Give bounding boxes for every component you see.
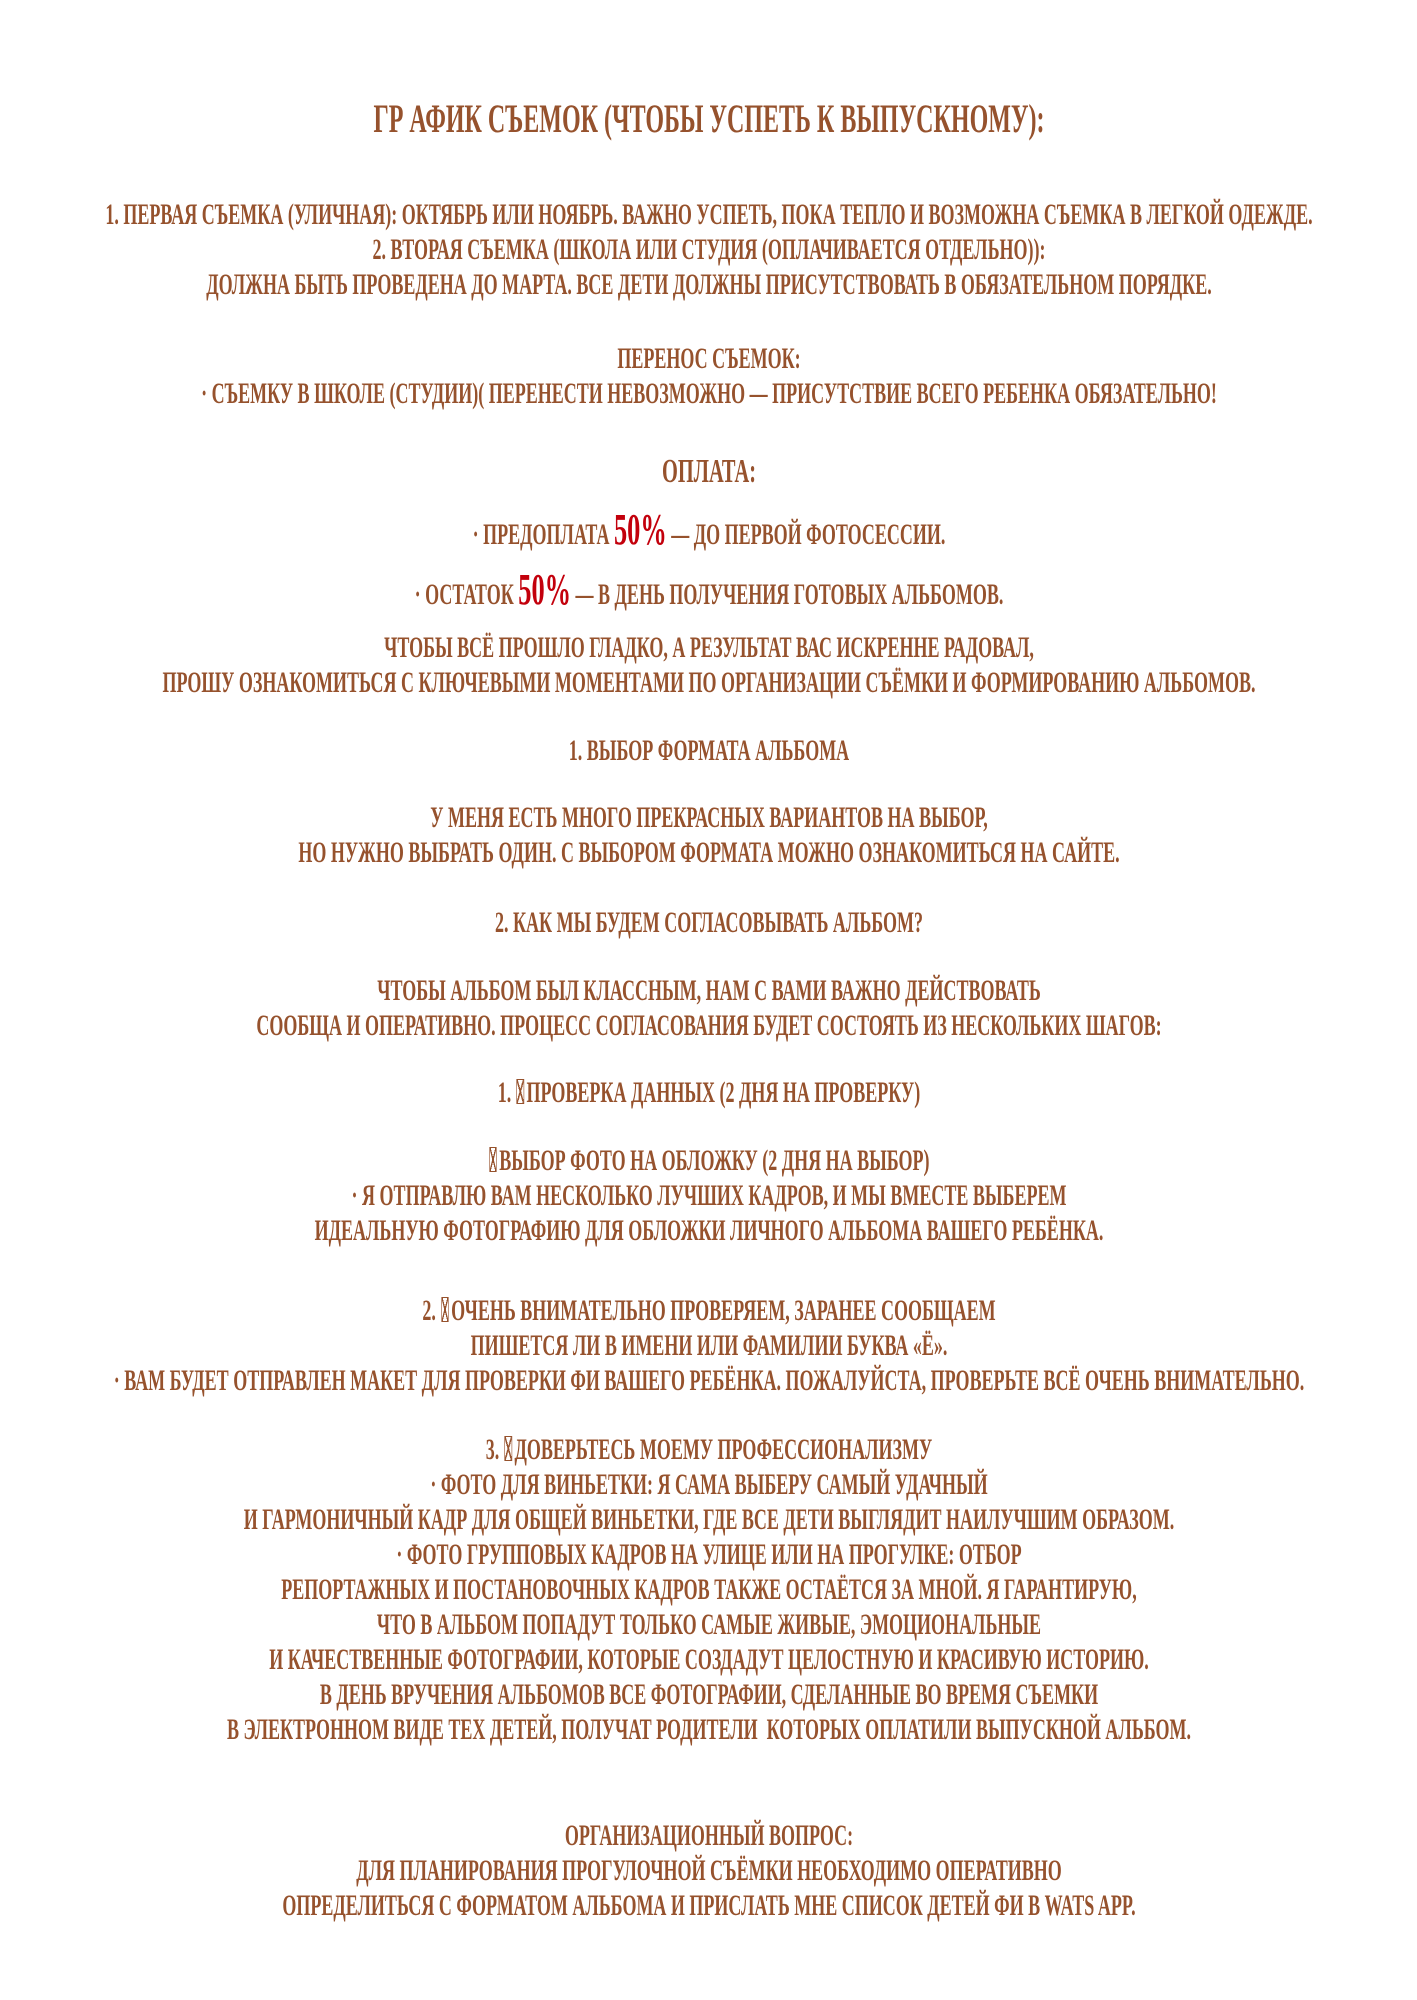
step3-line-2: И ГАРМОНИЧНЫЙ КАДР ДЛЯ ОБЩЕЙ ВИНЬЕТКИ, ГДЕ ВСЕ ДЕТИ ВЫГЛЯДИТ НАИЛУЧШИМ ОБРАЗОМ. — [243, 1503, 1175, 1536]
reschedule-paragraph — [0, 341, 1417, 411]
format-line-2: НО НУЖНО ВЫБРАТЬ ОДИН. С ВЫБОРОМ ФОРМАТА МОЖНО ОЗНАКОМИТЬСЯ НА САЙТЕ. — [298, 836, 1120, 869]
organizational-line-1: ДЛЯ ПЛАНИРОВАНИЯ ПРОГУЛОЧНОЙ СЪЁМКИ НЕОБХОДИМО ОПЕРАТИВНО — [356, 1854, 1062, 1887]
cover-choice-paragraph — [0, 1143, 1417, 1248]
step2-paragraph — [0, 1293, 1417, 1398]
shooting-schedule-paragraph — [0, 197, 1417, 302]
step1-text: ПРОВЕРКА ДАННЫХ (2 ДНЯ НА ПРОВЕРКУ) — [526, 1076, 921, 1109]
prepayment-text-pre: · ПРЕДОПЛАТА — [472, 518, 614, 551]
schedule-line-1: 1. ПЕРВАЯ СЪЕМКА (УЛИЧНАЯ): ОКТЯБРЬ ИЛИ НОЯБРЬ. ВАЖНО УСПЕТЬ, ПОКА ТЕПЛО И ВОЗМОЖНА СЪЕМКА В ЛЕГКОЙ ОДЕЖДЕ. — [105, 198, 1313, 231]
step1-heading — [0, 1075, 1417, 1110]
step3-line-4: РЕПОРТАЖНЫХ И ПОСТАНОВОЧНЫХ КАДРОВ ТАКЖЕ ОСТАЁТСЯ ЗА МНОЙ. Я ГАРАНТИРУЮ, — [281, 1573, 1137, 1606]
prepayment-text-post: — ДО ПЕРВОЙ ФОТОСЕССИИ. — [666, 518, 946, 551]
step3-heading — [0, 1432, 1417, 1467]
step3-line-3: · ФОТО ГРУППОВЫХ КАДРОВ НА УЛИЦЕ ИЛИ НА ПРОГУЛКЕ: ОТБОР — [396, 1538, 1022, 1571]
approval-section-paragraph — [0, 973, 1417, 1043]
missing-glyph-box-icon — [489, 1147, 496, 1172]
organizational-heading: ОРГАНИЗАЦИОННЫЙ ВОПРОС: — [564, 1819, 854, 1852]
reschedule-heading: ПЕРЕНОС СЪЕМОК: — [617, 342, 801, 375]
format-line-1: У МЕНЯ ЕСТЬ МНОГО ПРЕКРАСНЫХ ВАРИАНТОВ НА ВЫБОР, — [430, 801, 988, 834]
intro-paragraph — [0, 630, 1417, 700]
cover-choice-line-1: · Я ОТПРАВЛЮ ВАМ НЕСКОЛЬКО ЛУЧШИХ КАДРОВ, И МЫ ВМЕСТЕ ВЫБЕРЕМ — [351, 1179, 1067, 1212]
step3-line-7: В ДЕНЬ ВРУЧЕНИЯ АЛЬБОМОВ ВСЕ ФОТОГРАФИИ, СДЕЛАННЫЕ ВО ВРЕМЯ СЪЕМКИ — [319, 1678, 1099, 1711]
missing-glyph-box-icon — [505, 1436, 512, 1461]
cover-choice-text: ВЫБОР ФОТО НА ОБЛОЖКУ (2 ДНЯ НА ВЫБОР) — [499, 1144, 930, 1177]
approval-section-heading: 2. КАК МЫ БУДЕМ СОГЛАСОВЫВАТЬ АЛЬБОМ? — [494, 906, 924, 939]
approval-line-2: СООБЩА И ОПЕРАТИВНО. ПРОЦЕСС СОГЛАСОВАНИЯ БУДЕТ СОСТОЯТЬ ИЗ НЕСКОЛЬКИХ ШАГОВ: — [256, 1009, 1162, 1042]
balance-line — [0, 565, 1417, 620]
step2-line-2: · ВАМ БУДЕТ ОТПРАВЛЕН МАКЕТ ДЛЯ ПРОВЕРКИ ФИ ВАШЕГО РЕБЁНКА. ПОЖАЛУЙСТА, ПРОВЕРЬТЕ ВСЁ ОЧЕНЬ ВНИМАТЕЛЬНО. — [113, 1364, 1305, 1397]
payment-heading: ОПЛАТА: — [662, 453, 756, 490]
missing-glyph-box-icon — [441, 1297, 448, 1322]
missing-glyph-box-icon — [517, 1079, 524, 1104]
step2-number: 2. — [422, 1294, 441, 1327]
format-section-heading: 1. ВЫБОР ФОРМАТА АЛЬБОМА — [568, 734, 850, 767]
step3-line-5: ЧТО В АЛЬБОМ ПОПАДУТ ТОЛЬКО САМЫЕ ЖИВЫЕ, ЭМОЦИОНАЛЬНЫЕ — [376, 1608, 1042, 1641]
cover-choice-line-2: ИДЕАЛЬНУЮ ФОТОГРАФИЮ ДЛЯ ОБЛОЖКИ ЛИЧНОГО АЛЬБОМА ВАШЕГО РЕБЁНКА. — [314, 1214, 1104, 1247]
step3-line-8: В ЭЛЕКТРОННОМ ВИДЕ ТЕХ ДЕТЕЙ, ПОЛУЧАТ РОДИТЕЛИ КОТОРЫХ ОПЛАТИЛИ ВЫПУСКНОЙ АЛЬБОМ. — [227, 1713, 1191, 1746]
step2-heading — [0, 1293, 1417, 1328]
prepayment-line — [0, 505, 1417, 560]
step2-line-1: ПИШЕТСЯ ЛИ В ИМЕНИ ИЛИ ФАМИЛИИ БУКВА «Ё». — [470, 1329, 948, 1362]
format-section-paragraph — [0, 800, 1417, 870]
balance-text-pre: · ОСТАТОК — [414, 578, 519, 611]
intro-line-1: ЧТОБЫ ВСЁ ПРОШЛО ГЛАДКО, А РЕЗУЛЬТАТ ВАС ИСКРЕННЕ РАДОВАЛ, — [384, 631, 1034, 664]
schedule-line-3: ДОЛЖНА БЫТЬ ПРОВЕДЕНА ДО МАРТА. ВСЕ ДЕТИ ДОЛЖНЫ ПРИСУТСТВОВАТЬ В ОБЯЗАТЕЛЬНОМ ПОРЯДКЕ. — [206, 268, 1212, 301]
step3-text: ДОВЕРЬТЕСЬ МОЕМУ ПРОФЕССИОНАЛИЗМУ — [514, 1433, 933, 1466]
organizational-paragraph — [0, 1818, 1417, 1923]
step1-number: 1. — [497, 1076, 516, 1109]
cover-choice-heading — [0, 1143, 1417, 1178]
reschedule-line: · СЪЕМКУ В ШКОЛЕ (СТУДИИ)( ПЕРЕНЕСТИ НЕВОЗМОЖНО — ПРИСУТСТВИЕ ВСЕГО РЕБЕНКА ОБЯЗАТЕЛЬНО! — [201, 377, 1217, 410]
step2-text: ОЧЕНЬ ВНИМАТЕЛЬНО ПРОВЕРЯЕМ, ЗАРАНЕЕ СООБЩАЕМ — [451, 1294, 996, 1327]
step3-paragraph — [0, 1432, 1417, 1747]
step3-line-1: · ФОТО ДЛЯ ВИНЬЕТКИ: Я САМА ВЫБЕРУ САМЫЙ УДАЧНЫЙ — [430, 1468, 988, 1501]
prepayment-percent: 50% — [613, 505, 667, 554]
organizational-line-2: ОПРЕДЕЛИТЬСЯ С ФОРМАТОМ АЛЬБОМА И ПРИСЛАТЬ МНЕ СПИСОК ДЕТЕЙ ФИ В WATS APP. — [282, 1889, 1136, 1922]
balance-text-post: — В ДЕНЬ ПОЛУЧЕНИЯ ГОТОВЫХ АЛЬБОМОВ. — [571, 578, 1004, 611]
balance-percent: 50% — [518, 565, 572, 614]
approval-line-1: ЧТОБЫ АЛЬБОМ БЫЛ КЛАССНЫМ, НАМ С ВАМИ ВАЖНО ДЕЙСТВОВАТЬ — [377, 974, 1041, 1007]
page-title: ГР АФИК СЪЕМОК (ЧТОБЫ УСПЕТЬ К ВЫПУСКНОМУ): — [373, 96, 1045, 141]
schedule-line-2: 2. ВТОРАЯ СЪЕМКА (ШКОЛА ИЛИ СТУДИЯ (ОПЛАЧИВАЕТСЯ ОТДЕЛЬНО)): — [372, 233, 1046, 266]
step3-number: 3. — [485, 1433, 504, 1466]
step3-line-6: И КАЧЕСТВЕННЫЕ ФОТОГРАФИИ, КОТОРЫЕ СОЗДАДУТ ЦЕЛОСТНУЮ И КРАСИВУЮ ИСТОРИЮ. — [269, 1643, 1149, 1676]
intro-line-2: ПРОШУ ОЗНАКОМИТЬСЯ С КЛЮЧЕВЫМИ МОМЕНТАМИ ПО ОРГАНИЗАЦИИ СЪЁМКИ И ФОРМИРОВАНИЮ АЛЬБОМОВ. — [162, 666, 1256, 699]
